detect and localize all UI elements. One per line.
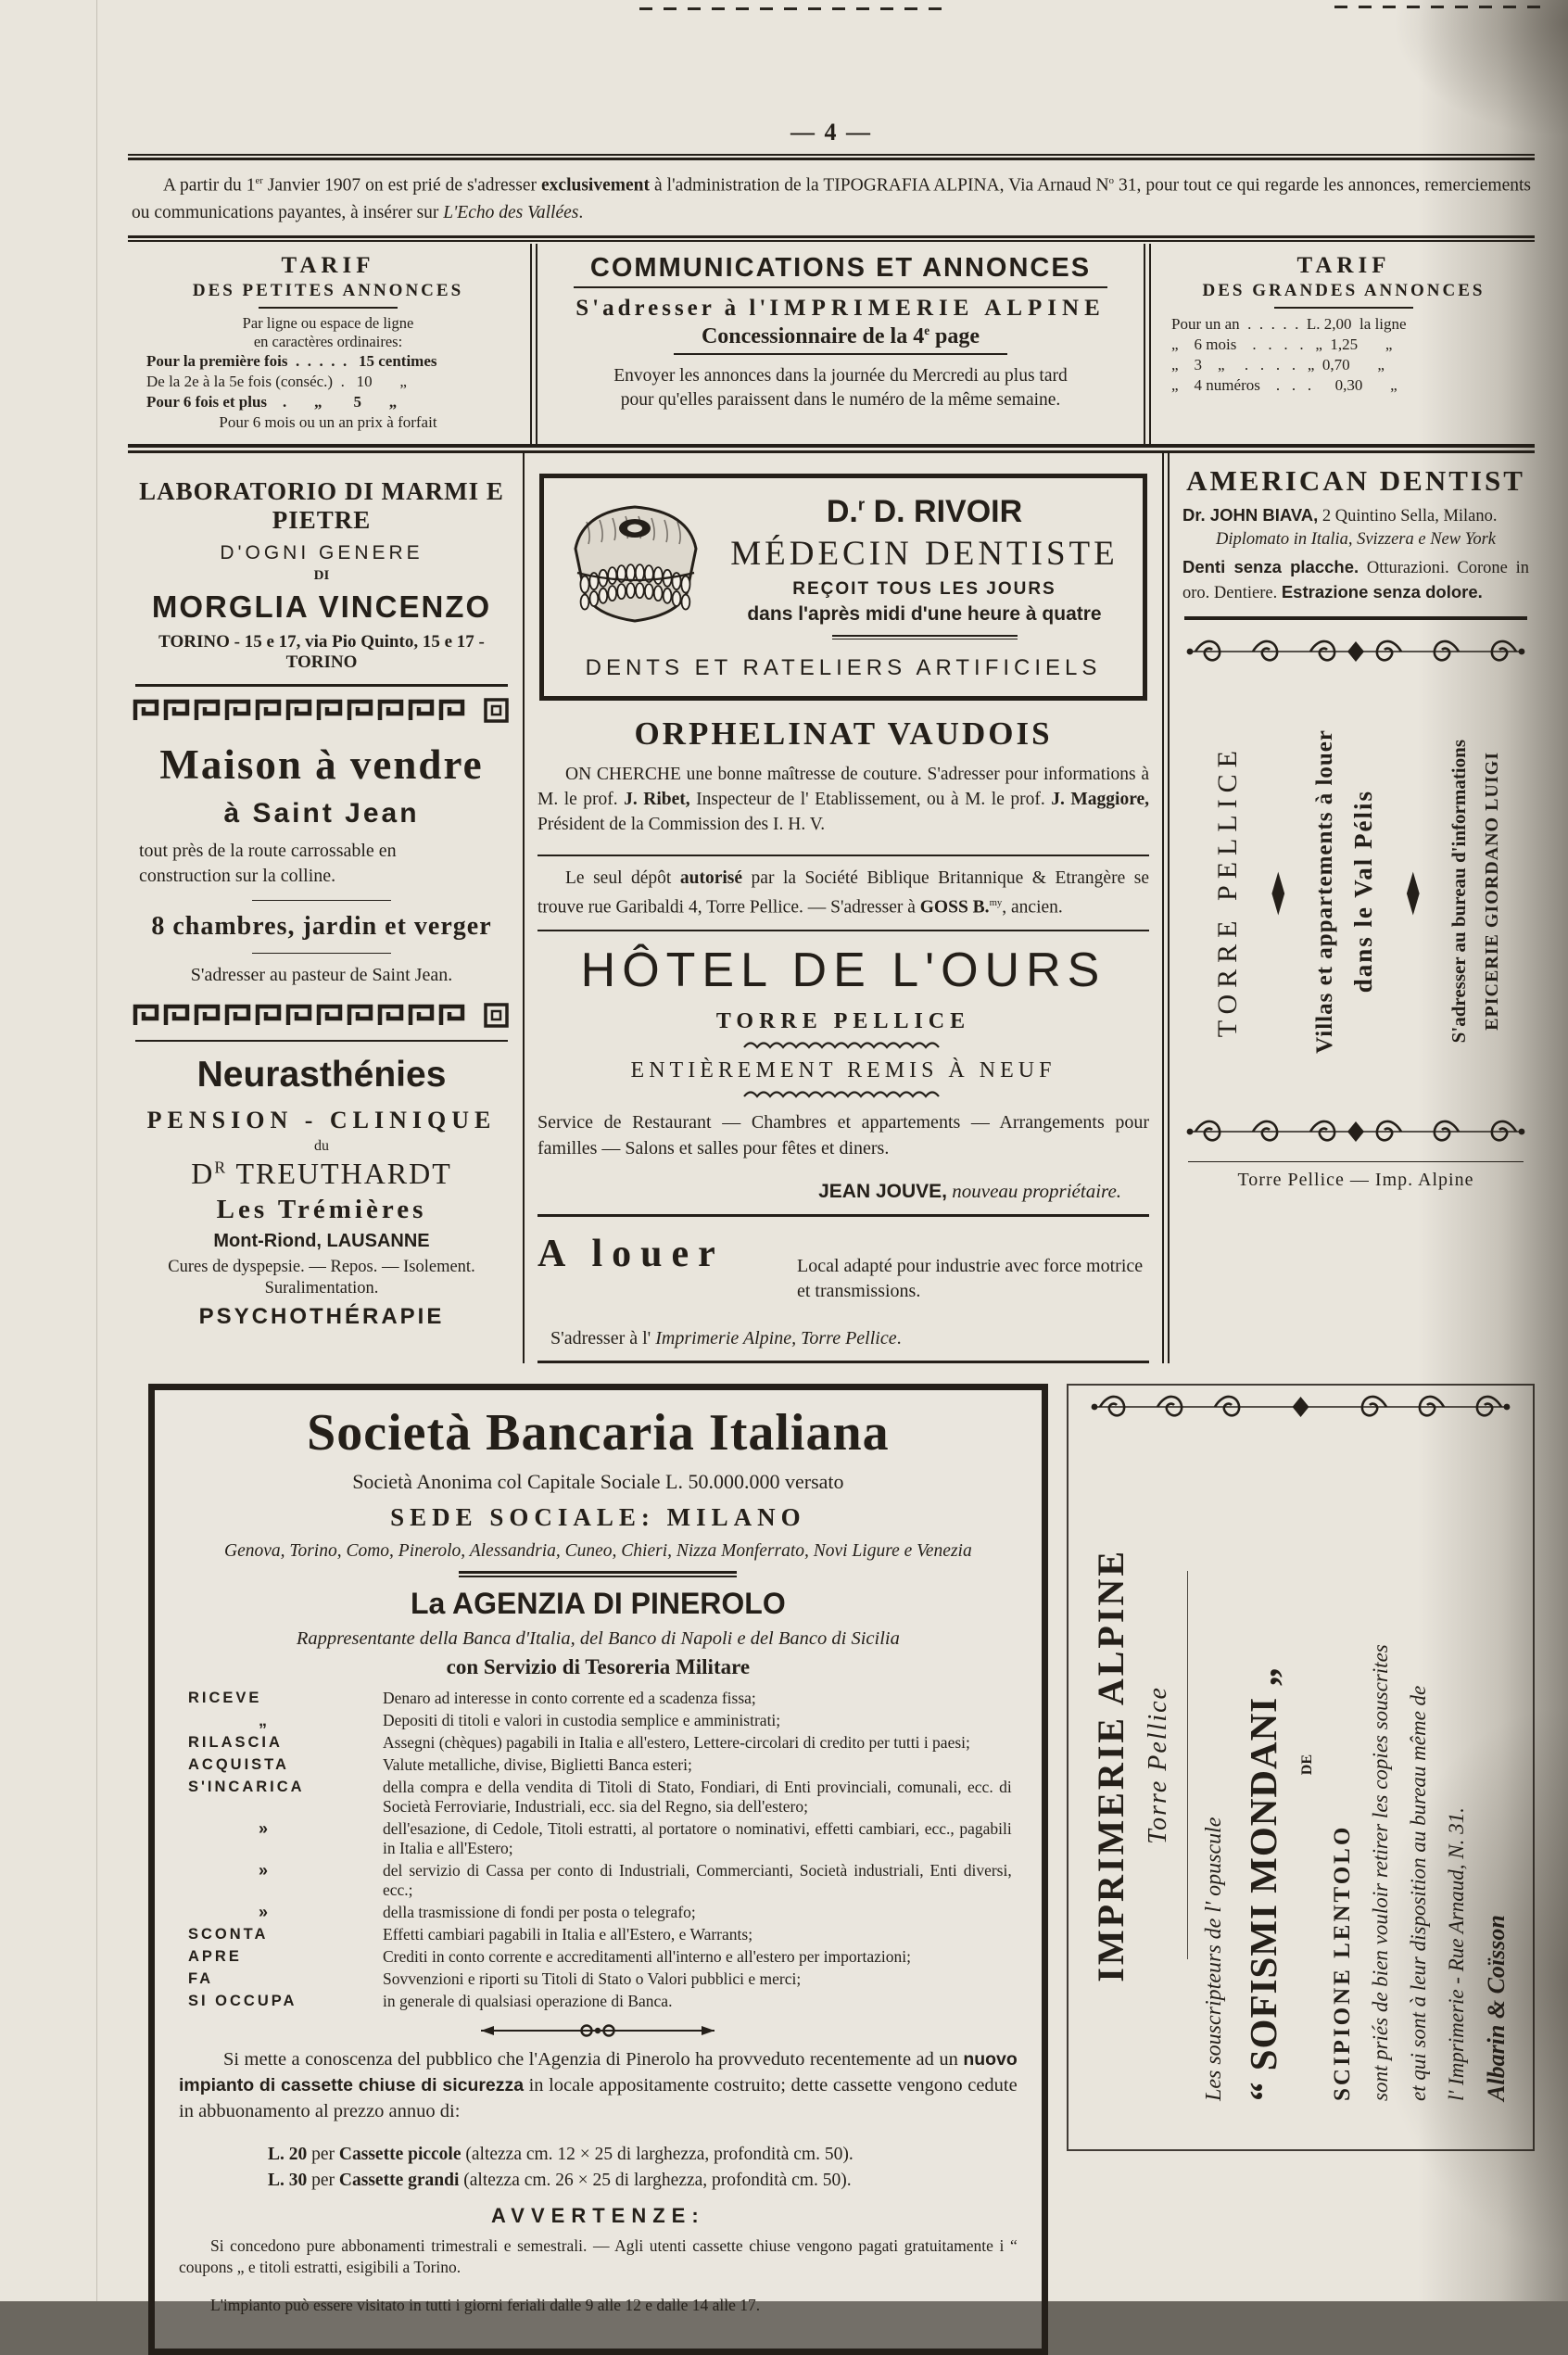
floral-ornament: [1087, 1391, 1514, 1423]
divider: [832, 635, 1018, 639]
communications-line1: S'adresser à l'IMPRIMERIE ALPINE: [550, 296, 1131, 322]
divider: [128, 444, 1535, 453]
bank-service-item: » dell'esazione, di Cedole, Titoli estratti, al portatore o nominativi, effetti cambiari, ecc., pagabili in Italia e all'Estero;: [179, 1819, 1018, 1858]
marmi-title: LABORATORIO DI MARMI E PIETRE: [130, 477, 513, 535]
marmi-address: TORINO - 15 e 17, via Pio Quinto, 15 e 17 - TORINO: [130, 632, 513, 673]
du: du: [130, 1138, 513, 1155]
de-label: DE: [1299, 1754, 1316, 1775]
bank-service-item: SI OCCUPA in generale di qualsiasi operazione di Banca.: [179, 1992, 1018, 2011]
marmi-di: DI: [130, 568, 513, 584]
maison-features: 8 chambres, jardin et verger: [130, 912, 513, 942]
floral-ornament: [1182, 1111, 1529, 1152]
american-dentist-name: Dr. JOHN BIAVA, 2 Quintino Sella, Milano.: [1182, 505, 1529, 526]
torre-pellice-vertical: TORRE PELLICE: [1212, 744, 1244, 1037]
epicerie-lines: [1448, 740, 1503, 1043]
bank-agency: La AGENZIA DI PINEROLO: [179, 1587, 1018, 1621]
bank-sede: SEDE SOCIALE: MILANO: [179, 1503, 1018, 1532]
divider: [252, 953, 391, 954]
diamond-ornament: ◆: [1271, 858, 1284, 924]
diamond-ornament: ◆: [1407, 858, 1420, 924]
cassette-price-line: L. 20 per Cassette piccole (altezza cm. 12 × 25 di larghezza, profondità cm. 50).: [179, 2143, 1018, 2167]
dentures-illustration: [553, 491, 715, 642]
paper-speck: [1334, 6, 1548, 8]
bank-servizio: con Servizio di Tesoreria Militare: [179, 1655, 1018, 1679]
ad-hotel-de-l-ours: [537, 943, 1149, 1203]
ad-imprimerie-alpine: [1067, 1384, 1535, 2151]
marmi-name: MORGLIA VINCENZO: [130, 589, 513, 625]
american-dentist-services: Denti senza placche. Otturazioni. Corone in oro. Dentiere. Estrazione senza dolore.: [1182, 555, 1529, 605]
villas-line-2: dans le Val Pélis: [1349, 790, 1378, 993]
bank-service-item: FA Sovvenzioni e riporti su Titoli di Stato o Valori pubblici e merci;: [179, 1969, 1018, 1989]
tarif-row: Pour 6 fois et plus . „ 5 „: [139, 392, 517, 412]
orphelinat-body: ON CHERCHE une bonne maîtresse de couture. S'adresser pour informations à M. le prof. J. Ribet, Inspecteur de l' Etablissement, ou à M. le prof. J. Maggiore, Président de la Commission des I. H. V.: [537, 762, 1149, 837]
wavy-divider: [741, 1087, 945, 1100]
cassette-price-line: L. 30 per Cassette grandi (altezza cm. 26 × 25 di larghezza, profondità cm. 50).: [179, 2169, 1018, 2193]
imprimerie-signature: Albarin & Coïsson: [1483, 1430, 1511, 2101]
divider: [1188, 1161, 1524, 1162]
knot-ornament: [477, 2020, 718, 2041]
communications-body: Envoyer les annonces dans la journée du Mercredi au plus tard pour qu'elles paraissent dans le numéro de la même semaine.: [550, 364, 1131, 412]
bank-service-item: RICEVE Denaro ad interesse in conto corrente ed a scadenza fissa;: [179, 1689, 1018, 1708]
divider: [128, 154, 1535, 160]
psychotherapie: PSYCHOTHÉRAPIE: [130, 1304, 513, 1330]
colophon: Torre Pellice — Imp. Alpine: [1181, 1170, 1531, 1191]
avvertenze-text: Si concedono pure abbonamenti trimestrali e semestrali. — Agli utenti cassette chiuse vengono pagati gratuitamente i “ coupons „ e titoli estratti, esigibili a Torino.: [179, 2235, 1018, 2278]
ad-american-dentist: [1181, 453, 1531, 620]
imprimerie-title: IMPRIMERIE ALPINE: [1089, 1549, 1132, 1982]
scipione-lentolo: SCIPIONE LENTOLO: [1330, 1430, 1356, 2101]
american-dentist-title: AMERICAN DENTIST: [1182, 464, 1529, 498]
bank-title: Società Bancaria Italiana: [179, 1403, 1018, 1462]
divider: [135, 1040, 508, 1042]
maison-contact: S'adresser au pasteur de Saint Jean.: [130, 965, 513, 986]
ad-depot-biblique: Le seul dépôt autorisé par la Société Biblique Britannique & Etrangère se trouve rue Garibaldi 4, Torre Pellice. — S'adresser à GOSS B.$^{my}$, ancien.: [537, 866, 1149, 920]
dr-treuthardt: $D^R$ TREUTHARDT: [130, 1157, 513, 1191]
hotel-title: HÔTEL DE L'OURS: [537, 943, 1149, 998]
villas-line-1: Villas et appartements à louer: [1312, 729, 1338, 1054]
bank-service-item: SCONTA Effetti cambiari pagabili in Italia e all'Estero, e Warrants;: [179, 1925, 1018, 1944]
a-louer-contact: S'adresser à l' Imprimerie Alpine, Torre Pellice.: [537, 1328, 1149, 1349]
administration-notice: [132, 168, 1531, 226]
tarif-grandes-subtitle: DES GRANDES ANNONCES: [1164, 281, 1524, 301]
rivoir-hours-detail: dans l'après midi d'une heure à quatre: [715, 603, 1133, 626]
epicerie-line-2: EPICERIE GIORDANO LUIGI: [1482, 752, 1503, 1031]
tarif-row: „ 6 mois . . . . „ 1,25 „: [1164, 335, 1524, 355]
bank-representative: Rappresentante della Banca d'Italia, del Banco di Napoli e del Banco di Sicilia: [179, 1628, 1018, 1650]
tarif-petites-subtitle: DES PETITES ANNONCES: [139, 281, 517, 301]
hotel-location: TORRE PELLICE: [537, 1009, 1149, 1034]
notice-text: A partir du 1er Janvier 1907 on est prié de s'adresser exclusivement à l'administration de la TIPOGRAFIA ALPINA, Via Arnaud $N^o$ 31, pour tout ce qui regarde les annonces, remerciements ou communications payantes, à insérer sur L'Echo des Vallées.: [132, 168, 1531, 226]
column-separator: [1144, 244, 1151, 444]
paper-fold-line: [96, 0, 97, 2301]
tarif-grandes-title: TARIF: [1164, 253, 1524, 279]
a-louer-title: A louer: [537, 1232, 797, 1276]
divider: [128, 235, 1535, 242]
bank-cities: Genova, Torino, Como, Pinerolo, Alessandria, Cuneo, Chieri, Nizza Monferrato, Novi Ligure e Venezia: [179, 1541, 1018, 1562]
imprimerie-subtitle: Torre Pellice: [1144, 1686, 1173, 1844]
avvertenze-title: AVVERTENZE:: [179, 2204, 1018, 2228]
tariff-row: [128, 244, 1535, 444]
bank-services-list: [179, 1689, 1018, 2011]
avvertenze-text: L'impianto può essere visitato in tutti i giorni feriali dalle 9 alle 12 e dalle 14 alle 17.: [179, 2295, 1018, 2316]
pension-clinique: PENSION - CLINIQUE: [130, 1107, 513, 1134]
bank-service-item: APRE Crediti in conto corrente e accreditamenti all'interno e all'estero per importazioni;: [179, 1947, 1018, 1967]
tarif-row: „ 4 numéros . . . 0,30 „: [1164, 375, 1524, 396]
divider: [1274, 307, 1413, 309]
meander-ornament: [132, 1001, 512, 1031]
bank-cassette-notice: Si mette a conoscenza del pubblico che l'Agenzia di Pinerolo ha provveduto recentemente ad un nuovo impianto di cassette chiuse di sicurezza in locale appositamente costruito; dette cassette vengono cedute in abbuonamento al prezzo annuo di:: [179, 2046, 1018, 2124]
paper-speck: [639, 7, 945, 10]
page-number: — 4 —: [128, 119, 1535, 146]
ad-orphelinat-vaudois: [537, 715, 1149, 837]
maison-body: tout près de la route carrossable en construction sur la colline.: [130, 839, 513, 889]
american-dentist-diploma: Diplomato in Italia, Svizzera e New York: [1182, 530, 1529, 550]
tarif-row: „ 3 „ . . . . „ 0,70 „: [1164, 355, 1524, 375]
maison-subtitle: à Saint Jean: [130, 798, 513, 829]
floral-ornament: [1182, 631, 1529, 672]
ad-torre-pellice-villas: [1181, 631, 1531, 1152]
wavy-divider: [741, 1038, 945, 1051]
right-column: [1170, 453, 1535, 1363]
hotel-owner: JEAN JOUVE, nouveau propriétaire.: [537, 1180, 1149, 1203]
cures-line: Cures de dyspepsie. — Repos. — Isolement.: [130, 1258, 513, 1277]
a-louer-body: Local adapté pour industrie avec force motrice et transmissions.: [797, 1250, 1149, 1304]
divider: [537, 930, 1149, 931]
tarif-petites-intro: Par ligne ou espace de ligne: [139, 314, 517, 333]
ad-societa-bancaria: [148, 1384, 1048, 2355]
souscripteurs-line: Les souscripteurs de l' opuscule: [1202, 1430, 1227, 2101]
tarif-row: De la 2e à la 5e fois (conséc.) . 10 „: [139, 372, 517, 392]
bottom-row: [148, 1384, 1535, 2355]
divider: [537, 855, 1149, 856]
bank-service-item: „ Depositi di titoli e valori in custodia semplice e amministrati;: [179, 1711, 1018, 1730]
divider: [135, 684, 508, 687]
vertical-divider: [1187, 1571, 1189, 1960]
ad-maison-a-vendre: [130, 741, 513, 1031]
rivoir-dents-line: DENTS ET RATELIERS ARTIFICIELS: [553, 655, 1133, 681]
tarif-row: Pour 6 mois ou un an prix à forfait: [139, 412, 517, 433]
tarif-petites-title: TARIF: [139, 253, 517, 279]
marmi-subtitle: D'OGNI GENERE: [130, 542, 513, 564]
orphelinat-title: ORPHELINAT VAUDOIS: [537, 715, 1149, 753]
divider: [1184, 616, 1527, 620]
column-separator: [1162, 453, 1170, 1363]
rivoir-name: D.$^r$ D. RIVOIR: [715, 494, 1133, 530]
tarif-petites-intro: en caractères ordinaires:: [139, 333, 517, 351]
hotel-services: Service de Restaurant — Chambres et appartements — Arrangements pour familles — Salons et salles pour fêtes et diners.: [537, 1109, 1149, 1161]
bank-service-item: » del servizio di Cassa per conto di Industriali, Commercianti, Società industriali, Enti diversi, ecc.;: [179, 1861, 1018, 1900]
communications-title: COMMUNICATIONS ET ANNONCES: [574, 253, 1107, 288]
imprimerie-title-group: [1089, 1430, 1173, 2101]
ad-dr-rivoir: [539, 474, 1147, 701]
communications-line2: Concessionnaire de la 4e page: [674, 323, 1007, 355]
sofismi-mondani-title: “ SOFISMI MONDANI „: [1241, 1430, 1285, 2101]
bank-service-item: ACQUISTA Valute metalliche, divise, Biglietti Banca esteri;: [179, 1755, 1018, 1775]
divider: [537, 1214, 1149, 1217]
ad-laboratorio-marmi: [130, 477, 513, 726]
center-column: [525, 453, 1162, 1363]
tarif-row: Pour la première fois . . . . . 15 centimes: [139, 351, 517, 372]
bank-subtitle: Società Anonima col Capitale Sociale L. 50.000.000 versato: [179, 1470, 1018, 1494]
rivoir-hours: REÇOIT TOUS LES JOURS: [715, 579, 1133, 600]
ad-a-louer: [537, 1226, 1149, 1361]
left-column: [128, 453, 523, 1363]
divider: [252, 900, 391, 901]
maison-title: Maison à vendre: [130, 741, 513, 789]
column-separator: [530, 244, 537, 444]
hotel-renovated: ENTIÈREMENT REMIS À NEUF: [537, 1058, 1149, 1083]
ad-neurasthenies: [130, 1055, 513, 1330]
les-tremieres: Les Trémières: [130, 1195, 513, 1225]
villas-lines: [1312, 729, 1378, 1054]
divider: [459, 1571, 737, 1577]
mont-riond-lausanne: Mont-Riond, LAUSANNE: [130, 1231, 513, 1252]
imprimerie-body-line: et qui sont à leur disposition au bureau même de: [1407, 1430, 1431, 2101]
suralimentation: Suralimentation.: [130, 1279, 513, 1298]
main-columns: [128, 453, 1535, 1363]
tarif-row: Pour un an . . . . . L. 2,00 la ligne: [1164, 314, 1524, 335]
tarif-petites-annonces: [128, 244, 528, 444]
bank-service-item: » della trasmissione di fondi per posta o telegrafo;: [179, 1903, 1018, 1922]
bank-service-item: S'INCARICA della compra e della vendita di Titoli di Stato, Fondiari, di Enti provinciali, comunali, ecc. di Società Ferroviarie, Industriali, ecc. sia del Regno, sia dell'estero;: [179, 1778, 1018, 1817]
rivoir-title: MÉDECIN DENTISTE: [715, 534, 1133, 574]
divider: [537, 1361, 1149, 1363]
bank-service-item: RILASCIA Assegni (chèques) pagabili in Italia e all'estero, Lettere-circolari di credito per tutti i paesi;: [179, 1733, 1018, 1753]
neurasthenies-title: Neurasthénies: [130, 1055, 513, 1095]
imprimerie-body-line: sont priés de bien vouloir retirer les copies souscrites: [1369, 1430, 1393, 2101]
tarif-grandes-annonces: [1153, 244, 1535, 444]
epicerie-line-1: S'adresser au bureau d'informations: [1448, 740, 1471, 1043]
communications-et-annonces: [539, 244, 1142, 444]
imprimerie-body-line: l' Imprimerie - Rue Arnaud, N. 31.: [1445, 1430, 1469, 2101]
divider: [259, 307, 398, 309]
meander-ornament: [132, 696, 512, 726]
